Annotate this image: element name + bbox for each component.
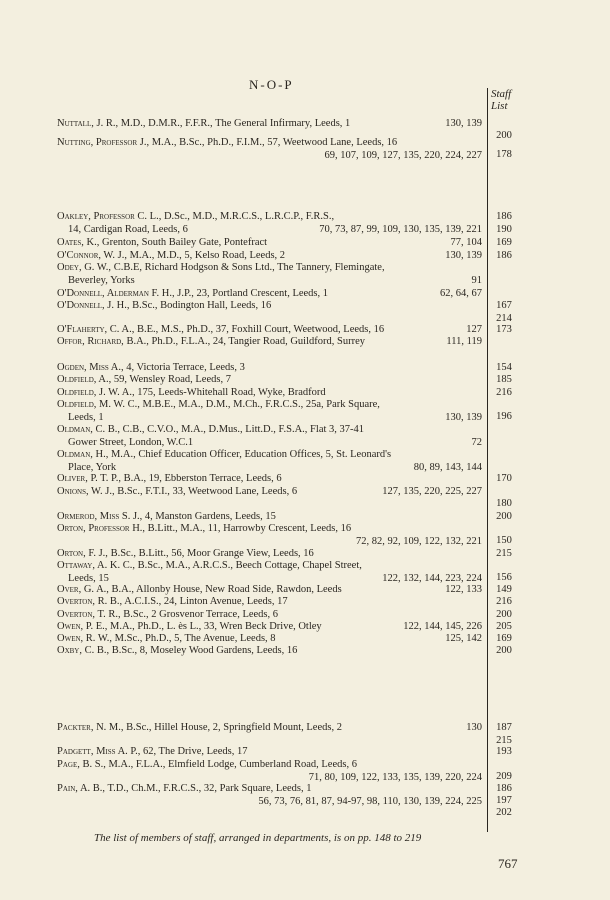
entry-text [57,596,288,607]
entry-text [57,523,351,534]
entry-line [57,645,482,658]
staff-list-number: 186 [496,783,512,794]
entry-line [57,250,482,263]
entry-details: B.E., M.S., Ph.D., 37, Foxhill Court, Weetwood, Leeds, 16 [136,324,385,335]
staff-list-number: 149 [496,584,512,595]
entry-line [57,211,482,224]
entry-details: 4, Manston Gardens, Leeds, 15 [144,511,276,522]
entry-name: Oldman, C. B., [57,424,121,435]
entry-line [57,399,482,412]
entry-text [57,621,322,634]
entry-details: Grenton, South Bailey Gate, Pontefract [102,237,268,248]
entry-line [57,584,482,597]
entry-pages: 72 [471,436,482,448]
entry-name: Ottaway, A. K. C., [57,560,135,571]
entry-details: M.Sc., Ph.D., 5, The Avenue, Leeds, 8 [114,633,276,644]
page-header: N-O-P [249,77,294,92]
entry-pages: 71, 80, 109, 122, 133, 135, 139, 220, 224 [308,771,482,783]
entry-line [57,237,482,250]
entry-line [57,609,482,622]
entry-text [57,336,365,349]
staff-list-number: 186 [496,211,512,222]
entry-name: Onions, W. J., [57,486,115,497]
entry-details: 175, Leeds-Whitehall Road, Wyke, Bradford [137,387,326,398]
entry-name: Odey, G. W., [57,262,112,273]
entry-name: O'Connor, W. J., [57,250,127,261]
entry-text [57,722,342,735]
entry-details: B.Sc., F.T.I., 33, Weetwood Lane, Leeds, 6 [117,486,298,497]
staff-list-number: 187 [496,722,512,733]
staff-list-number: 178 [496,149,512,160]
index-entry [57,645,482,658]
index-entry [57,237,482,250]
entry-name: Oldfield, M. W. C., [57,399,140,410]
entry-text [57,237,267,250]
index-entry [57,759,482,784]
entry-name: Pain, A. B., [57,783,106,794]
page-number: 767 [498,856,518,871]
entry-details: B.A., Ph.D., F.L.A., 24, Tangier Road, Guildford, Surrey [126,336,365,347]
entry-details: J.P., 23, Portland Crescent, Leeds, 1 [177,288,329,299]
entry-continuation: 14, Cardigan Road, Leeds, 6 [68,223,188,235]
entry-name: Orton, F. J., [57,548,108,559]
entry-line [57,288,482,301]
entry-line [57,387,482,400]
index-entry [57,511,482,524]
entry-pages: 127 [466,324,482,335]
entry-pages: 111, 119 [446,336,482,347]
staff-list-number: 200 [496,645,512,656]
entry-details: A.C.I.S., 24, Linton Avenue, Leeds, 17 [124,596,288,607]
entry-line [57,621,482,634]
entry-name: O'Flaherty, C. A., [57,324,135,335]
entry-pages: 56, 73, 76, 81, 87, 94-97, 98, 110, 130, 139, 224, 225 [258,795,482,807]
entry-continuation: Place, York [68,461,117,473]
entry-text [57,746,247,757]
staff-list-number: 205 [496,621,512,632]
entry-line [57,262,482,275]
index-entry [57,596,482,609]
footer-note: The list of members of staff, arranged in departments, is on pp. 148 to 219 [94,832,422,844]
staff-list-number: 173 [496,324,512,335]
index-entry [57,387,482,400]
index-entry [57,523,482,548]
entry-text [57,262,385,273]
entry-line [57,424,482,437]
entry-line [57,362,482,375]
index-entry [57,336,482,349]
entry-text [57,118,350,131]
entry-line [57,412,482,425]
entry-line [57,548,482,561]
entry-details: B.Sc., 2 Grosvenor Terrace, Leeds, 6 [123,609,279,620]
entry-text [57,759,357,770]
entry-pages: 127, 135, 220, 225, 227 [382,486,482,497]
entry-text [57,584,342,597]
entry-line [57,523,482,536]
entry-details: B.Sc., M.A., A.R.C.S., Beech Cottage, Chapel Street, [137,560,362,571]
entry-name: Oldfield, A., [57,374,112,385]
entry-name: Page, B. S., [57,759,106,770]
entry-details: M.A., Ph.D., L. ès L., 33, Wren Beck Drive, Otley [110,621,322,632]
column-rule [487,88,488,832]
entry-line [57,224,482,237]
entry-name: Orton, Professor H., [57,523,146,534]
index-entry [57,548,482,561]
entry-name: Owen, P. E., [57,621,108,632]
entry-text [57,548,314,559]
entry-pages: 69, 107, 109, 127, 135, 220, 224, 227 [324,149,482,161]
entry-line [57,324,482,337]
entry-text [57,783,312,794]
index-entry [57,746,482,759]
entry-text [57,486,297,499]
entry-line [57,336,482,349]
index-entry [57,584,482,597]
entry-line [57,449,482,462]
entry-name: O'Donnell, J. H., [57,300,130,311]
entry-continuation: Gower Street, London, W.C.1 [68,436,194,448]
entry-text [57,300,271,311]
staff-list-number: 180 [496,498,512,509]
index-entry [57,324,482,337]
entry-details: M.B.E., M.A., D.M., M.Ch., F.R.C.S., 25a, Park Square, [142,399,380,410]
entry-line [57,746,482,759]
entry-text [57,288,328,301]
entry-name: Over, G. A., [57,584,109,595]
index-entry [57,449,482,474]
index-entry [57,783,482,808]
entry-name: Nuttall, J. R., [57,118,119,129]
entry-pages: 72, 82, 92, 109, 122, 132, 221 [356,535,482,547]
staff-list-number: 209 [496,771,512,782]
entry-text [57,399,380,410]
entry-name: Owen, R. W., [57,633,113,644]
entry-text [57,473,282,484]
entry-details: T.D., Ch.M., F.R.C.S., 32, Park Square, Leeds, 1 [107,783,312,794]
staff-list-number: 196 [496,411,512,422]
staff-list-number: 186 [496,250,512,261]
entry-continuation: Leeds, 15 [68,572,109,584]
entry-details: M.A., Chief Education Officer, Education Offices, 5, St. Leonard's [110,449,392,460]
entry-details: B.Sc., 8, Moseley Wood Gardens, Leeds, 16 [111,645,298,656]
index-entry [57,288,482,301]
entry-text [57,449,391,460]
entry-details: 4, Victoria Terrace, Leeds, 3 [126,362,245,373]
index-entry [57,262,482,287]
entry-details: M.A., B.Sc., Ph.D., F.I.M., 57, Weetwood Lane, Leeds, 16 [151,137,398,148]
entry-details: B.Sc., B.Litt., 56, Moor Grange View, Leeds, 16 [110,548,314,559]
index-entry [57,722,482,735]
staff-list-number: 214 [496,313,512,324]
entry-line [57,300,482,313]
entry-name: O'Donnell, Alderman F. H., [57,288,175,299]
index-entry [57,118,482,131]
entry-line [57,473,482,486]
entry-text [57,137,397,148]
entry-line [57,374,482,387]
staff-list-number: 169 [496,237,512,248]
entry-name: Packter, N. M., [57,722,124,733]
staff-list-number: 167 [496,300,512,311]
index-entry [57,250,482,263]
staff-list-number: 200 [496,609,512,620]
entry-text [57,424,364,435]
entry-line [57,596,482,609]
entry-pages: 122, 144, 145, 226 [403,621,482,632]
entry-name: Oldfield, J. W. A., [57,387,135,398]
index-entry [57,424,482,449]
staff-list-number: 216 [496,596,512,607]
entry-text [57,211,334,222]
entry-text [57,645,297,656]
entry-pages: 130, 139 [445,250,482,261]
entry-name: Oakley, Professor C. L., [57,211,162,222]
entry-details: B.A., 19, Ebberston Terrace, Leeds, 6 [123,473,282,484]
entry-name: Oldman, H., [57,449,109,460]
entry-details: 62, The Drive, Leeds, 17 [142,746,248,757]
index-entry [57,211,482,236]
entry-text [57,387,326,398]
entry-details: M.A., M.D., 5, Kelso Road, Leeds, 2 [129,250,286,261]
index-entry [57,137,482,162]
entry-name: Ogden, Miss A., [57,362,124,373]
entry-name: Overton, R. B., [57,596,123,607]
staff-list-number: 200 [496,511,512,522]
entry-pages: 62, 64, 67 [440,288,482,299]
entry-line [57,118,482,131]
entry-line [57,137,482,150]
staff-list-number: 170 [496,473,512,484]
staff-list-number: 200 [496,130,512,141]
entry-name: Ormerod, Miss S. J., [57,511,143,522]
index-entry [57,486,482,499]
entry-text [57,362,245,373]
entry-line [57,722,482,735]
entry-details: C.B.E, Richard Hodgson & Sons Ltd., The Tannery, Flemingate, [113,262,385,273]
entry-pages: 130, 139 [445,411,482,423]
entry-line [57,275,482,288]
index-entry [57,621,482,634]
entry-text [57,324,384,337]
staff-list-number: 169 [496,633,512,644]
entry-name: Oliver, P. T. P., [57,473,121,484]
index-entry [57,633,482,646]
entry-line [57,633,482,646]
entry-line [57,437,482,450]
index-entry [57,374,482,387]
staff-list-number: 202 [496,807,512,818]
entry-line [57,511,482,524]
staff-list-number: 185 [496,374,512,385]
index-entry [57,362,482,375]
entry-details: M.D., D.M.R., F.F.R., The General Infirmary, Leeds, 1 [120,118,351,129]
index-entry [57,609,482,622]
entry-text [57,633,276,646]
entry-details: M.A., F.L.A., Elmfield Lodge, Cumberland Road, Leeds, 6 [108,759,357,770]
staff-list-number: 154 [496,362,512,373]
entry-name: Oxby, C. B., [57,645,110,656]
entry-line [57,560,482,573]
entry-text [57,609,278,620]
entry-line [57,783,482,796]
staff-list-label: Staff List [491,88,512,112]
staff-list-number: 197 [496,795,512,806]
staff-list-number: 215 [496,548,512,559]
index-entry [57,300,482,313]
entry-details: B.A., Allonby House, New Road Side, Rawdon, Leeds [111,584,342,595]
entry-name: Overton, T. R., [57,609,121,620]
entry-details: B.Sc., Bodington Hall, Leeds, 16 [132,300,272,311]
entry-details: D.Sc., M.D., M.R.C.S., L.R.C.P., F.R.S., [163,211,335,222]
entry-pages: 91 [471,274,482,286]
staff-list-number: 193 [496,746,512,757]
entry-text [57,511,276,522]
entry-name: Nutting, Professor J., [57,137,150,148]
index-entry [57,473,482,486]
index-entry [57,399,482,424]
staff-list-number: 150 [496,535,512,546]
index-entry [57,560,482,585]
entry-name: Padgett, Miss A. P., [57,746,141,757]
entry-text [57,374,231,385]
entry-pages: 80, 89, 143, 144 [413,461,482,473]
entry-details: B.Litt., M.A., 11, Harrowby Crescent, Leeds, 16 [147,523,352,534]
entry-line [57,486,482,499]
entry-pages: 130 [466,722,482,733]
staff-list-number: 215 [496,735,512,746]
entry-details: 59, Wensley Road, Leeds, 7 [113,374,231,385]
entry-pages: 70, 73, 87, 99, 109, 130, 135, 139, 221 [319,223,482,235]
entry-pages: 130, 139 [445,118,482,129]
entry-name: Oates, K., [57,237,100,248]
entry-line [57,759,482,772]
entry-text [57,560,362,571]
entry-name: Offor, Richard, [57,336,124,347]
staff-list-number: 216 [496,387,512,398]
entry-pages: 122, 133 [445,584,482,595]
entry-details: C.B., C.V.O., M.A., D.Mus., Litt.D., F.S.A., Flat 3, 37-41 [122,424,365,435]
entry-continuation: Leeds, 1 [68,411,104,423]
entry-pages: 125, 142 [445,633,482,644]
staff-list-number: 156 [496,572,512,583]
entry-text [57,250,285,263]
entry-continuation: Beverley, Yorks [68,274,135,286]
staff-list-number: 190 [496,224,512,235]
entry-details: B.Sc., Hillel House, 2, Springfield Mount, Leeds, 2 [126,722,342,733]
entry-pages: 122, 132, 144, 223, 224 [382,572,482,584]
entry-pages: 77, 104 [450,237,482,248]
